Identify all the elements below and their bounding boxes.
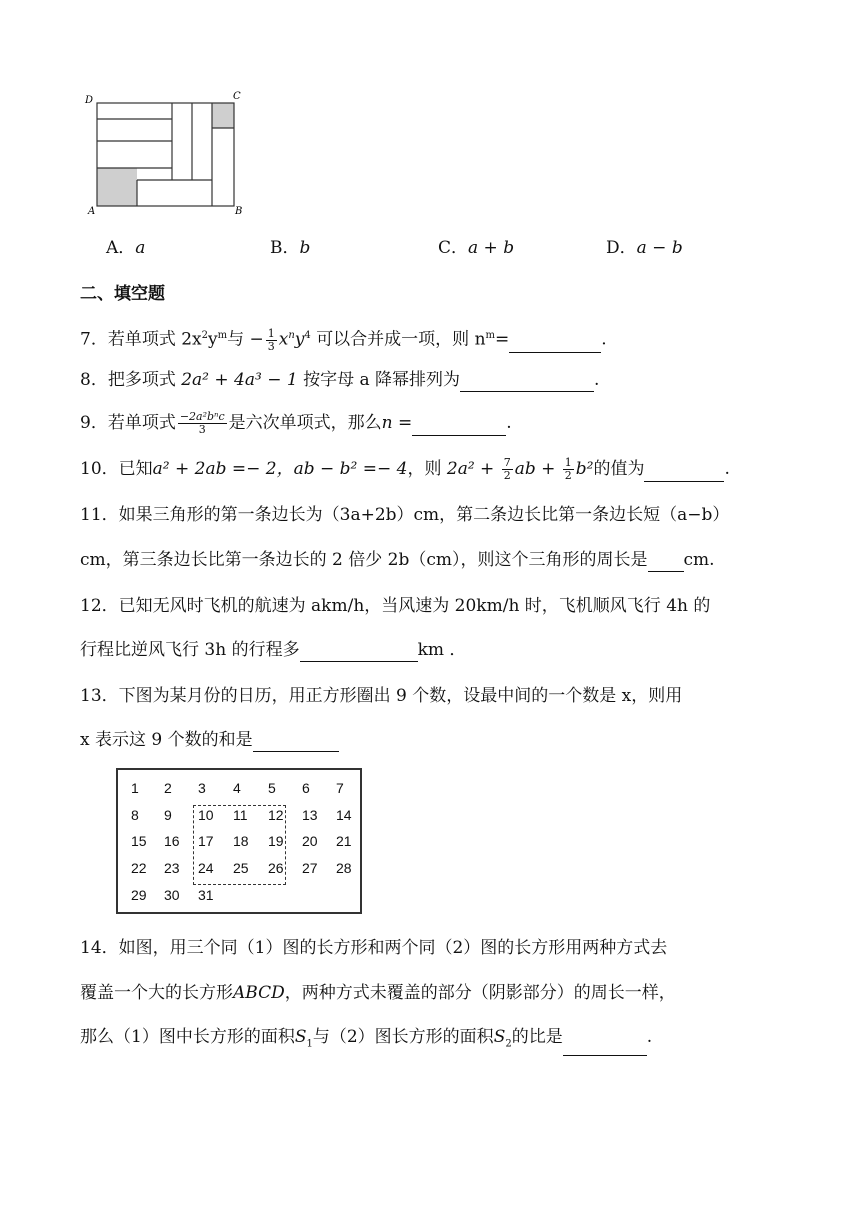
calendar-day: 11 [233,807,248,823]
option-c[interactable]: C．a + b [438,238,515,258]
calendar-day: 13 [302,807,318,823]
answer-blank-13[interactable] [253,731,339,752]
calendar-day: 27 [302,860,318,876]
option-b[interactable]: B．b [270,238,311,258]
calendar-day: 20 [302,833,318,849]
calendar-figure [116,768,362,914]
calendar-day: 9 [164,807,172,823]
calendar-day: 18 [233,833,249,849]
shaded-region-left-strip [97,168,137,180]
question-7: 7．若单项式 $2x^2y^m$与 − $\frac{1}{3}$ $x^ny^4$ 可以合并成一项，则 $n^m=$ . [80,326,607,353]
label-c: C [233,91,241,102]
question-8: 8．把多项式 2a² + 4a³ − 1 按字母 a 降幂排列为 . [80,370,600,390]
question-9: 9．若单项式 $\frac{\text{−2a²bⁿc}}{3}$ 是六次单项式，那么n = . [80,410,512,436]
calendar-day: 19 [268,833,284,849]
answer-blank-8[interactable] [460,371,594,392]
question-14-line-2: 覆盖一个大的长方形ABCD，两种方式未覆盖的部分（阴影部分）的周长一样， [80,983,676,1003]
calendar-day: 31 [198,887,214,903]
calendar-day: 5 [268,780,276,796]
question-12-line-2: 行程比逆风飞行 3h 的行程多 km ． [80,640,467,660]
calendar-day: 2 [164,780,172,796]
calendar-day: 25 [233,860,249,876]
option-d[interactable]: D．a − b [606,238,683,258]
calendar-day: 1 [131,780,139,796]
calendar-day: 26 [268,860,284,876]
section-title: 二、填空题 [80,284,165,304]
calendar-day: 22 [131,860,147,876]
question-14-line-3: 那么（1）图中长方形的面积$S_1$与（2）图长方形的面积$S_2$的比是 . [80,1025,652,1056]
question-13-line-1: 13．下图为某月份的日历，用正方形圈出 9 个数，设最中间的一个数是 x，则用 [80,686,683,706]
option-a[interactable]: A．a [106,238,146,258]
calendar-day: 3 [198,780,206,796]
question-11-line-2: cm，第三条边长比第一条边长的 2 倍少 2b（cm），则这个三角形的周长是 cm. [80,550,715,570]
answer-blank-10[interactable] [644,461,724,482]
question-13-line-2: x 表示这 9 个数的和是 [80,728,339,752]
answer-blank-9[interactable] [412,415,506,436]
question-12-line-1: 12．已知无风时飞机的航速为 akm/h，当风速为 20km/h 时，飞机顺风飞行 4h 的 [80,596,711,616]
calendar-day: 4 [233,780,241,796]
answer-blank-12[interactable] [300,641,418,662]
rectangle-tiling-figure [82,86,252,218]
calendar-day: 30 [164,887,180,903]
calendar-day: 10 [198,807,214,823]
calendar-day: 21 [336,833,352,849]
shaded-region-top-right [212,103,234,128]
question-14-line-1: 14．如图，用三个同（1）图的长方形和两个同（2）图的长方形用两种方式去 [80,938,668,958]
question-10: 10．已知a² + 2ab =− 2，ab − b² =− 4，则 2a² + $\frac{7}{2}$ ab + $\frac{1}{2}$ b²的值为 . [80,456,730,482]
calendar-day: 8 [131,807,139,823]
calendar-day: 15 [131,833,147,849]
calendar-day: 23 [164,860,180,876]
label-b: B [235,206,243,217]
calendar-day: 7 [336,780,344,796]
calendar-day: 29 [131,887,147,903]
answer-blank-11[interactable] [648,551,684,572]
calendar-day: 17 [198,833,214,849]
question-11-line-1: 11．如果三角形的第一条边长为（3a+2b）cm，第二条边长比第一条边长短（a−b） [80,505,730,525]
label-d: D [85,95,94,106]
label-a: A [88,206,96,217]
answer-blank-14[interactable] [563,1035,647,1056]
calendar-day: 14 [336,807,352,823]
calendar-day: 12 [268,807,284,823]
calendar-day: 28 [336,860,352,876]
calendar-day: 16 [164,833,180,849]
calendar-day: 24 [198,860,214,876]
calendar-day: 6 [302,780,310,796]
answer-blank-7[interactable] [509,332,601,353]
